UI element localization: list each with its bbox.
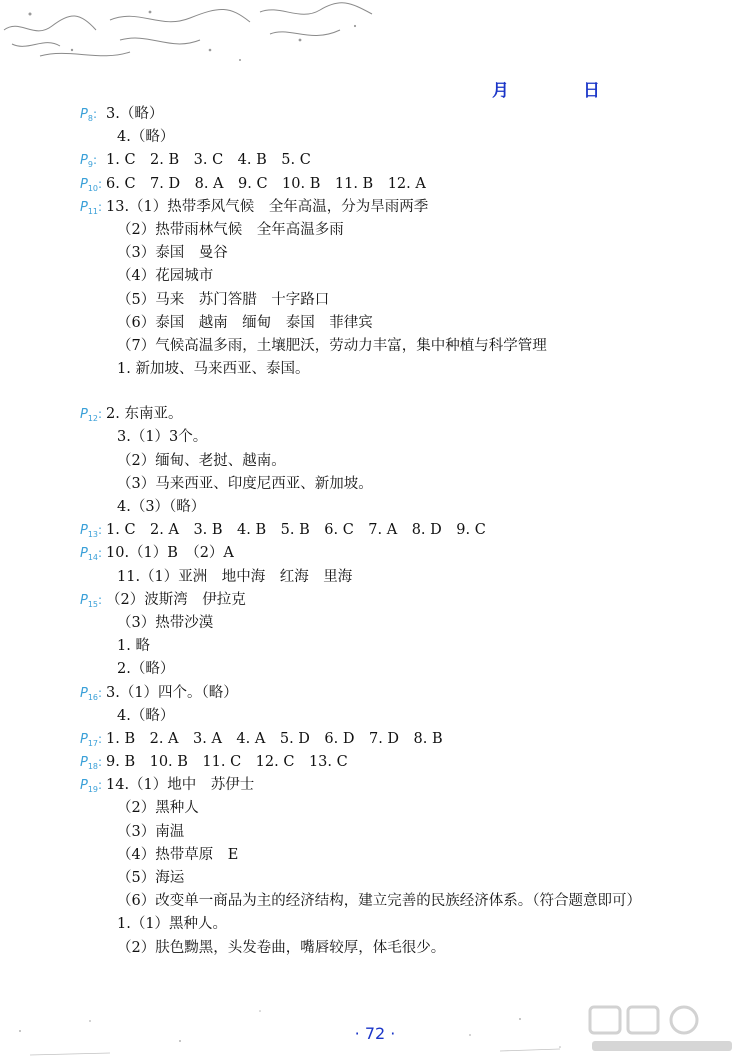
answer-text: （4）热带草原 E <box>117 846 239 863</box>
answer-text: 1. 新加坡、马来西亚、泰国。 <box>117 361 310 378</box>
answer-text: （3）南温 <box>117 823 185 840</box>
answer-line <box>80 937 720 960</box>
answer-text: 4.（3）（略） <box>117 499 206 515</box>
page-marker: $P_{17}$: <box>80 731 103 748</box>
answer-text: 2. 东南亚。 <box>106 406 183 423</box>
answer-text: 13.（1）热带季风气候 全年高温，分为旱雨两季 <box>106 198 429 215</box>
answer-text: （5）海运 <box>117 870 185 886</box>
answer-line <box>80 612 720 635</box>
answer-text: （3）马来西亚、印度尼西亚、新加坡。 <box>117 475 373 492</box>
answer-line <box>80 426 720 449</box>
answer-line <box>80 751 720 774</box>
answer-line <box>80 774 720 797</box>
answer-text: （3）泰国 曼谷 <box>117 245 228 262</box>
page-marker: $P_{13}$: <box>80 523 103 540</box>
answer-line <box>80 705 720 728</box>
answer-line <box>80 658 720 681</box>
page-marker: $P_{10}$: <box>80 176 103 193</box>
page-marker: $P_{11}$: <box>80 199 103 216</box>
answer-line <box>80 519 720 542</box>
page-number: · 72 · <box>354 1024 396 1043</box>
answer-list <box>80 103 720 960</box>
answer-text: 11.（1）亚洲 地中海 红海 里海 <box>117 568 353 585</box>
header-decoration <box>0 0 390 70</box>
answer-line <box>80 196 720 219</box>
answer-text: 3.（略） <box>106 106 164 122</box>
answer-text: 1.（1）黑种人。 <box>117 916 228 933</box>
answer-text: （7）气候高温多雨，土壤肥沃，劳动力丰富，集中种植与科学管理 <box>117 337 547 354</box>
answer-line <box>80 844 720 867</box>
answer-line <box>80 797 720 820</box>
answer-text: 3.（1）3个。 <box>117 429 208 446</box>
answer-line <box>80 219 720 242</box>
answer-line <box>80 335 720 358</box>
answer-text: 1. C 2. A 3. B 4. B 5. B 6. C 7. A 8. D 9. C <box>106 522 486 539</box>
answer-text: 4.（略） <box>117 707 175 724</box>
answer-line <box>80 821 720 844</box>
answer-line <box>80 635 720 658</box>
answer-text: 4.（略） <box>117 129 175 146</box>
answer-text: 14.（1）地中 苏伊士 <box>106 777 255 794</box>
answer-line <box>80 358 720 381</box>
day-label: 日 <box>583 81 600 101</box>
answer-text: 1. 略 <box>117 638 150 655</box>
page-marker: $P_{16}$: <box>80 685 103 702</box>
answer-line <box>80 496 720 519</box>
answer-text: （2）波斯湾 伊拉克 <box>106 591 246 608</box>
answer-text: 2.（略） <box>117 661 175 678</box>
answer-line <box>80 312 720 335</box>
answer-line <box>80 589 720 612</box>
answer-line <box>80 867 720 890</box>
answer-line <box>80 566 720 589</box>
answer-text: （6）泰国 越南 缅甸 泰国 菲律宾 <box>117 314 373 331</box>
answer-text: 1. B 2. A 3. A 4. A 5. D 6. D 7. D 8. B <box>106 730 443 747</box>
answer-text: （2）黑种人 <box>117 800 199 817</box>
answer-text: 1. C 2. B 3. C 4. B 5. C <box>106 152 311 169</box>
answer-line <box>80 913 720 936</box>
answer-line <box>80 289 720 312</box>
answer-line <box>80 265 720 288</box>
page-marker: $P_8$: <box>80 107 97 123</box>
answer-line <box>80 473 720 496</box>
answer-text: （2）热带雨林气候 全年高温多雨 <box>117 221 344 238</box>
answer-text: （3）热带沙漠 <box>117 614 214 631</box>
answer-text: （4）花园城市 <box>117 268 214 285</box>
answer-text: （2）缅甸、老挝、越南。 <box>117 452 286 469</box>
page-marker: $P_{18}$: <box>80 755 103 772</box>
answer-line <box>80 542 720 565</box>
answer-line <box>80 126 720 149</box>
answer-text: 10.（1）B （2）A <box>106 545 234 562</box>
answer-text: （5）马来 苏门答腊 十字路口 <box>117 291 330 308</box>
answer-text: 3.（1）四个。（略） <box>106 684 238 701</box>
answer-text: （6）改变单一商品为主的经济结构，建立完善的民族经济体系。（符合题意即可） <box>117 893 641 910</box>
watermark-logo <box>584 1001 744 1057</box>
answer-line <box>80 890 720 913</box>
answer-line <box>80 173 720 196</box>
answer-text: 9. B 10. B 11. C 12. C 13. C <box>106 754 348 771</box>
answer-line <box>80 403 720 426</box>
answer-line <box>80 242 720 265</box>
page-marker: $P_{19}$: <box>80 778 103 795</box>
answer-line <box>80 682 720 705</box>
page-marker: $P_{15}$: <box>80 592 103 609</box>
answer-line <box>80 728 720 751</box>
month-label: 月 <box>492 81 509 101</box>
page-marker: $P_{14}$: <box>80 546 103 563</box>
answer-line <box>80 149 720 172</box>
answer-text: 6. C 7. D 8. A 9. C 10. B 11. B 12. A <box>106 175 426 192</box>
page-marker: $P_9$: <box>80 153 97 170</box>
answer-text: （2）肤色黝黑，头发卷曲，嘴唇较厚，体毛很少。 <box>117 939 446 956</box>
answer-line <box>80 103 720 126</box>
page-marker: $P_{12}$: <box>80 407 103 424</box>
answer-line <box>80 450 720 473</box>
